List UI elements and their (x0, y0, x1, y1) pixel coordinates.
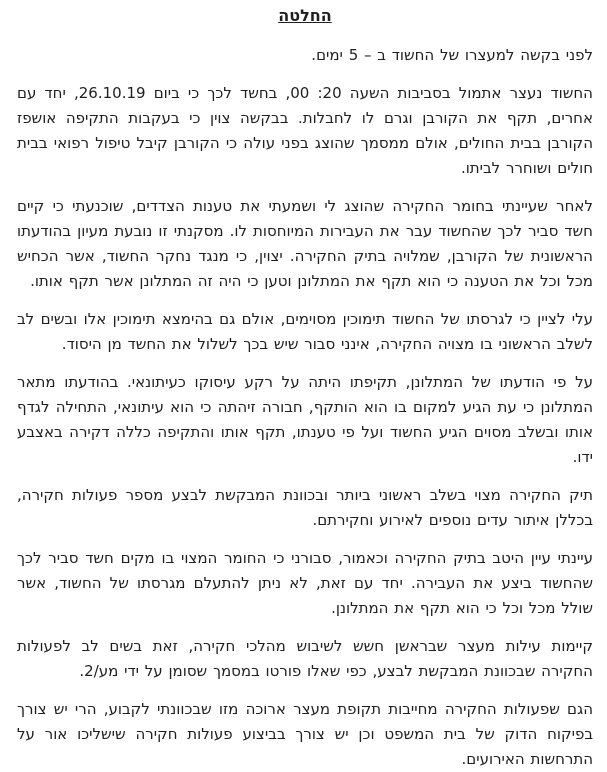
document-title: החלטה (278, 6, 332, 25)
paragraph-closing: הגם שפעולות החקירה מחייבות תקופת מעצר ארוכה מזו שבכוונתי לקבוע, הרי יש צורך בפיקוח הדוק של בית המשפט וכן יש צורך בביצוע פעולות חקירה שישליכו אור על התרחשות האירועים. (17, 700, 593, 768)
paragraph: תיק החקירה מצוי בשלב ראשוני ביותר ובכוונת המבקשת לבצע מספר פעולות חקירה, בכללן איתור עדים נוספים לאירוע וחקירתם. (17, 486, 593, 529)
paragraph-intro: לפני בקשה למעצרו של החשוד ב – 5 ימים. (311, 46, 593, 64)
paragraph: החשוד נעצר אתמול בסביבות השעה 20: 00, בחשד לכך כי ביום 26.10.19, יחד עם אחרים, תקף את הקורבן וגרם לו לחבלות. בבקשה צוין כי בעקבות התקיפה אושפז הקורבן בבית החולים, אולם ממסמך שהוצג בפני עולה כי הקורבן קיבל טיפול רפואי בבית חולים ושוחרר לביתו. (17, 84, 593, 177)
paragraph: לאחר שעיינתי בחומר החקירה שהוצג לי ושמעתי את טענות הצדדים, שוכנעתי כי קיים חשד סביר לכך שהחשוד עבר את העבירות המיוחסות לו. מסקנתי זו נובעת מעיון בהודעתו הראשונית של הקורבן, שמלויה בתיק החקירה. יצוין, כי מנגד נחקר החשוד, אשר הכחיש מכל וכל את הטענה כי הוא תקף את המתלונן וטען כי היה זה המתלונן אשר תקף אותו. (17, 197, 593, 290)
paragraph: על פי הודעתו של המתלונן, תקיפתו היתה על רקע עיסוקו כעיתונאי. בהודעתו מתאר המתלונן כי עת הגיע למקום בו הוא הותקף, חבורה זיהתה כי הוא עיתונאי, התחילה לגדף אותו ובשלב מסוים הגיע החשוד ועל פי טענתו, תקף אותו והתקיפה כללה דקירה באצבע ידו. (17, 373, 593, 466)
paragraph: עלי לציין כי לגרסתו של החשוד תימוכין מסוימים, אולם גם בהימצא תימוכין אלו ובשים לב לשלב הראשוני בו מצויה החקירה, אינני סבור שיש בכך לשלול את החשד מן היסוד. (17, 310, 593, 353)
paragraph: קיימות עילות מעצר שבראשן חשש לשיבוש מהלכי חקירה, זאת בשים לב לפעולות החקירה שבכוונת המבקשת לבצע, כפי שאלו פורטו במסמך שסומן על ידי מע/2. (17, 637, 593, 680)
paragraph: עיינתי עיין היטב בתיק החקירה וכאמור, סבורני כי החומר המצוי בו מקים חשד סביר לכך שהחשוד ביצע את העבירה. יחד עם זאת, לא ניתן להתעלם מגרסתו של החשוד, אשר שולל מכל וכל כי הוא תקף את המתלונן. (17, 549, 593, 617)
